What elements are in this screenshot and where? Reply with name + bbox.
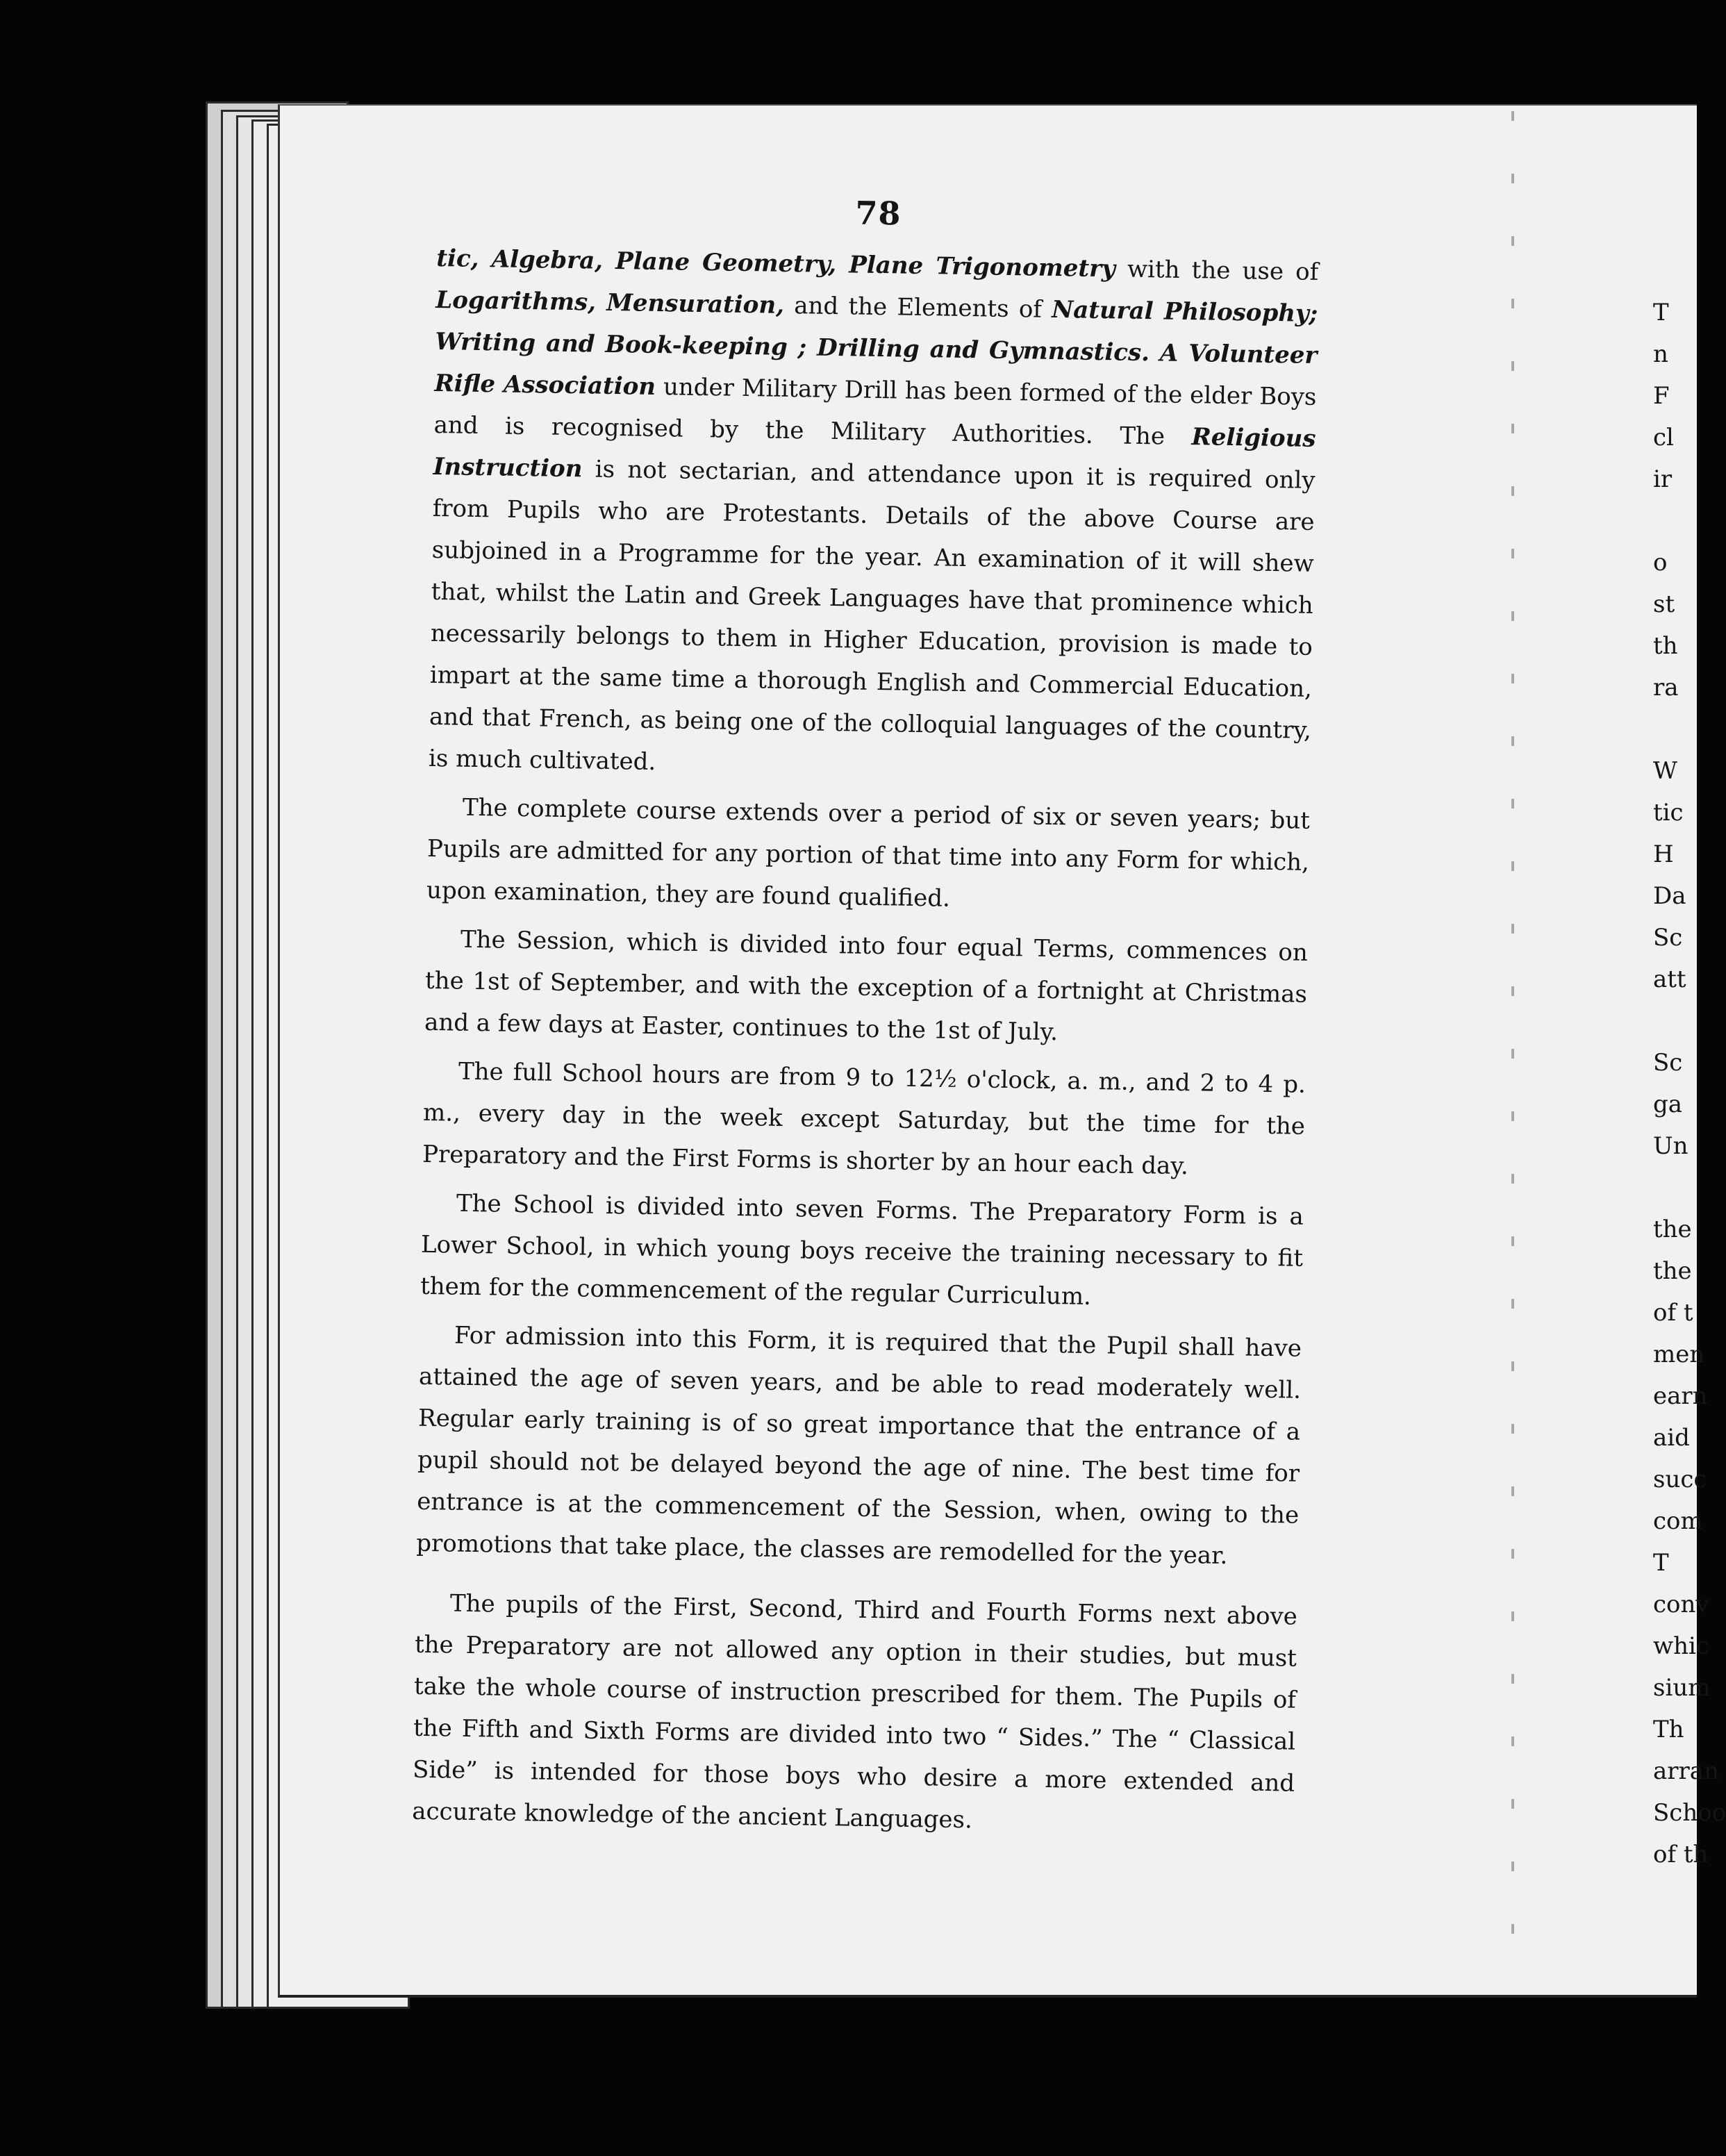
text-run: The full School hours are from 9 to 12½ o'clock, a. m., and 2 to 4 p. m., every day in the week except Saturday, but the time for the Preparatory and the First Forms is shorter by an hour each day. [422, 1057, 1306, 1181]
text-run: The School is divided into seven Forms. The Preparatory Form is a Lower School, in which young boys receive the training necessary to fit them for the commencement of the regular Curriculum. [420, 1189, 1304, 1311]
facing-line-fragment: arran [1653, 1757, 1719, 1785]
paragraph [416, 1314, 1302, 1578]
italic-text: Natural Philosophy; Writing and Book-keeping ; Drilling and Gymnastics. A Volunteer Rifle Association [434, 295, 1318, 401]
facing-line-fragment: o [1653, 549, 1668, 577]
facing-line-fragment: att [1653, 965, 1686, 993]
paragraph [424, 918, 1309, 1057]
facing-line-fragment: T [1653, 299, 1669, 326]
text-run: under Military Drill has been formed of the elder Boys and is recognised by the Military Authorities. The [433, 372, 1317, 451]
facing-page-fragment [1653, 292, 1726, 1875]
facing-line-fragment [1653, 708, 1695, 750]
paragraph [429, 238, 1319, 793]
facing-line-fragment: Sc [1653, 924, 1683, 952]
paragraph [420, 1182, 1304, 1321]
book-gutter [1511, 111, 1514, 1987]
facing-line-fragment [1653, 500, 1695, 542]
facing-line-fragment: of t [1653, 1299, 1693, 1327]
text-run: and the Elements of [783, 291, 1052, 324]
paragraph [422, 1050, 1306, 1189]
facing-line-fragment: ra [1653, 674, 1679, 702]
facing-line-fragment: cl [1653, 424, 1674, 451]
facing-line-fragment: H [1653, 840, 1674, 868]
facing-line-fragment: the [1653, 1216, 1692, 1243]
facing-line-fragment: earn [1653, 1382, 1708, 1410]
facing-line-fragment: of th [1653, 1841, 1709, 1868]
text-run: with the use of [1115, 255, 1319, 286]
facing-line-fragment: st [1653, 590, 1675, 618]
paragraph [412, 1582, 1297, 1846]
facing-line-fragment: th [1653, 632, 1678, 660]
facing-line-fragment [1653, 1000, 1695, 1042]
facing-line-fragment: Da [1653, 882, 1686, 910]
paragraph [426, 786, 1311, 925]
facing-line-fragment: W [1653, 757, 1677, 785]
facing-line-fragment: men [1653, 1341, 1705, 1368]
facing-line-fragment: whic [1653, 1632, 1709, 1660]
italic-text: tic, Algebra, Plane Geometry, Plane Trigonometry [436, 244, 1116, 283]
facing-line-fragment: Sc [1653, 1049, 1683, 1077]
facing-line-fragment: n [1653, 340, 1668, 368]
text-run: For admission into this Form, it is required that the Pupil shall have attained the age of seven years, and be able to read moderately well. Regular early training is of so great importance that the entrance of a pupil should not be delayed beyond the age of nine. The best time for entrance is at the commencement of the Session, when, owing to the promotions that take place, the classes are remodelled for the year. [416, 1321, 1302, 1570]
facing-line-fragment: Th [1653, 1716, 1684, 1743]
italic-text: Religious Instruction [433, 423, 1316, 483]
text-run: The complete course extends over a period of six or seven years; but Pupils are admitted for any portion of that time into any Form for which, upon examination, they are found qualified. [426, 793, 1311, 913]
facing-line-fragment: ir [1653, 465, 1673, 493]
facing-line-fragment: the [1653, 1257, 1692, 1285]
facing-line-fragment: T [1653, 1549, 1669, 1577]
page-body-text [412, 238, 1319, 1846]
facing-line-fragment [1653, 1167, 1695, 1209]
facing-line-fragment: aid [1653, 1424, 1690, 1452]
facing-line-fragment: succ [1653, 1466, 1707, 1493]
text-run: is not sectarian, and attendance upon it is required only from Pupils who are Protestants. Details of the above Course are subjoined in a Programme for the year. An examination of it will shew that, whilst the Latin and Greek Languages have that prominence which necessarily belongs to them in Higher Education, provision is made to impart at the same time a thorough English and Commercial Education, and that French, as being one of the colloquial languages of the country, is much cultivated. [428, 455, 1316, 777]
facing-line-fragment: sium [1653, 1674, 1711, 1702]
facing-line-fragment: F [1653, 382, 1670, 410]
facing-line-fragment: com [1653, 1507, 1703, 1535]
facing-line-fragment: Schoo [1653, 1799, 1726, 1827]
facing-line-fragment: conv [1653, 1591, 1709, 1618]
text-run: The pupils of the First, Second, Third and Fourth Forms next above the Preparatory are not allowed any option in their studies, but must take the whole course of instruction prescribed for them. The Pupils of the Fifth and Sixth Forms are divided into two “ Sides.” The “ Classical Side” is intended for those boys who desire a more extended and accurate knowledge of the ancient Languages. [411, 1589, 1298, 1834]
page-number: 78 [855, 194, 902, 233]
book-page [412, 188, 1320, 1846]
facing-line-fragment: tic [1653, 799, 1684, 827]
text-run: The Session, which is divided into four equal Terms, commences on the 1st of September, and with the exception of a fortnight at Christmas and a few days at Easter, continues to the 1st of July. [424, 925, 1309, 1047]
italic-text: Logarithms, Mensuration, [435, 285, 785, 320]
facing-line-fragment: Un [1653, 1132, 1688, 1160]
facing-line-fragment: ga [1653, 1091, 1683, 1118]
